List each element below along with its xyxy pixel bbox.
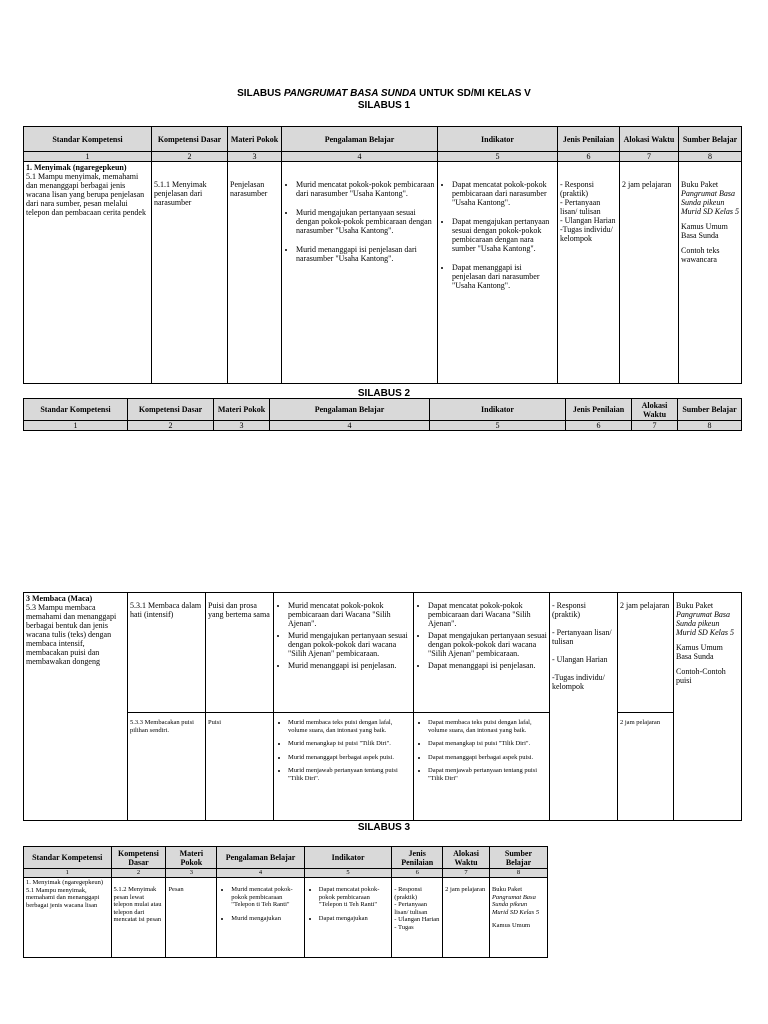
list-item: • Dapat mencatat pokok-pokok pembicaraan dari Wacana "Silih Ajenan". — [428, 601, 547, 628]
title-part-a: SILABUS — [237, 88, 284, 99]
table-row — [24, 878, 548, 958]
header-cell: Kompetensi Dasar — [128, 399, 214, 421]
kompetensi-dasar-cell: 5.3.3 Membacakan puisi pilihan sendiri. — [128, 713, 206, 821]
title-part-b: PANGRUMAT BASA SUNDA — [283, 88, 417, 99]
header-cell: Indikator — [430, 399, 566, 421]
number-cell: 6 — [558, 152, 620, 162]
header-cell: Indikator — [304, 847, 392, 869]
list-item: • Dapat menangkap isi puisi "Tilik Diri". — [428, 740, 547, 748]
number-cell: 2 — [111, 869, 166, 878]
sumber-book-title: Pangrumat Basa Sunda pikeun Murid SD Kelas 5 — [681, 189, 739, 216]
list-item: • Dapat menanggapi berbagai aspek puisi. — [428, 754, 547, 762]
sumber-text: Contoh teks wawancara — [681, 246, 720, 264]
header-cell: Kompetensi Dasar — [152, 127, 228, 152]
standar-kompetensi-cell — [24, 878, 112, 958]
number-cell: 4 — [217, 869, 305, 878]
header-cell: Pengalaman Belajar — [270, 399, 430, 421]
list-item: • Dapat mencatat pokok-pokok pembicaraan "Telepon ti Teh Ranti" — [319, 886, 390, 909]
header-cell: Materi Pokok — [228, 127, 282, 152]
materi-pokok-cell: Penjelasan narasumber — [228, 162, 282, 384]
indikator-cell — [414, 713, 550, 821]
number-cell: 5 — [430, 421, 566, 431]
number-row — [24, 421, 742, 431]
number-cell: 1 — [24, 421, 128, 431]
header-cell: Pengalaman Belajar — [217, 847, 305, 869]
title-part-c: UNTUK SD/MI KELAS V — [416, 88, 531, 99]
list-item: • Murid mengajukan pertanyaan sesuai dengan pokok-pokok pembicaraan dengan narasumber "Usaha Kantong". — [296, 208, 435, 235]
number-cell: 5 — [438, 152, 558, 162]
sumber-text: Buku Paket — [491, 886, 523, 893]
sumber-text: Buku Paket — [681, 180, 719, 189]
standar-kompetensi-cell — [24, 593, 128, 821]
list-item: • Dapat menjawab pertanyaan tentang puisi "Tilik Diri" — [428, 767, 547, 782]
silabus-2-table — [23, 592, 742, 821]
alokasi-waktu-cell: 2 jam pelajaran — [618, 713, 674, 821]
header-cell: Sumber Belajar — [489, 847, 547, 869]
table-row — [24, 162, 742, 384]
number-row — [24, 152, 742, 162]
header-cell: Jenis Penilaian — [392, 847, 443, 869]
list-item: • Dapat mengajukan pertanyaan sesuai dengan pokok-pokok pembicaraan dengan nara sumber "Usaha Kantong". — [452, 217, 555, 253]
table-row — [24, 713, 742, 821]
silabus-2-header-table — [23, 398, 742, 431]
alokasi-waktu-cell: 2 jam pelajaran — [618, 593, 674, 713]
kompetensi-dasar-cell: 5.1.1 Menyimak penjelasan dari narasumber — [152, 162, 228, 384]
number-cell: 2 — [152, 152, 228, 162]
number-cell: 2 — [128, 421, 214, 431]
number-cell: 6 — [392, 869, 443, 878]
kompetensi-dasar-cell: 5.1.2 Menyimak pesan lewat telepon mulai atau telepon dari mencatat isi pesan — [111, 878, 166, 958]
sk-title: 1. Menyimak (ngaregepkeun) — [26, 163, 127, 172]
number-cell: 7 — [443, 869, 490, 878]
pengalaman-belajar-cell — [282, 162, 438, 384]
sumber-belajar-cell — [674, 593, 742, 821]
silabus-3-table — [23, 846, 548, 958]
list-item: • Murid mengajukan pertanyaan sesuai dengan pokok-pokok dari wacana "Silih Ajenan" pembicaraan. — [288, 631, 411, 658]
sk-title: 3 Membaca (Maca) — [26, 594, 93, 603]
list-item: • Murid mengajukan — [231, 915, 302, 923]
materi-pokok-cell: Puisi dan prosa yang bertema sama — [206, 593, 274, 713]
indikator-cell — [438, 162, 558, 384]
list-item: • Murid menanggapi isi penjelasan. — [288, 661, 411, 670]
number-cell: 3 — [214, 421, 270, 431]
header-cell: Indikator — [438, 127, 558, 152]
list-item: • Murid menjawab pertanyaan tentang puisi "Tilik Diri". — [288, 767, 411, 782]
header-cell: Pengalaman Belajar — [282, 127, 438, 152]
number-cell: 1 — [24, 152, 152, 162]
sumber-text: Buku Paket — [676, 601, 714, 610]
materi-pokok-cell: Puisi — [206, 713, 274, 821]
indikator-cell — [414, 593, 550, 713]
jenis-penilaian-cell: - Responsi (praktik) - Pertanyaan lisan/ tulisan - Ulangan Harian - Tugas — [392, 878, 443, 958]
jenis-penilaian-cell: - Responsi (praktik) - Pertanyaan lisan/ tulisan - Ulangan Harian -Tugas individu/ kelompok — [550, 593, 618, 821]
list-item: • Dapat mengajukan pertanyaan sesuai dengan pokok-pokok dari wacana "Silih Ajenan" pembicaraan. — [428, 631, 547, 658]
pengalaman-belajar-cell — [217, 878, 305, 958]
jenis-penilaian-cell: - Responsi (praktik) - Pertanyaan lisan/ tulisan - Ulangan Harian -Tugas individu/ kelompok — [558, 162, 620, 384]
sumber-belajar-cell — [489, 878, 547, 958]
alokasi-waktu-cell: 2 jam pelajaran — [620, 162, 679, 384]
header-cell: Sumber Belajar — [679, 127, 742, 152]
table-header-row — [24, 399, 742, 421]
number-cell: 1 — [24, 869, 112, 878]
number-cell: 6 — [566, 421, 632, 431]
sk-body: 5.3 Mampu membaca memahami dan menanggapi berbagai bentuk dan jenis wacana tulis (teks) dengan membaca intensif, membacakan puisi dan membawakan dongeng — [26, 603, 117, 666]
list-item: • Dapat membaca teks puisi dengan lafal, volume suara, dan intonasi yang baik. — [428, 719, 547, 734]
sumber-book-title: Pangrumat Basa Sunda pikeun Murid SD Kelas 5 — [491, 893, 540, 916]
header-cell: Jenis Penilaian — [566, 399, 632, 421]
indikator-cell — [304, 878, 392, 958]
number-cell: 3 — [228, 152, 282, 162]
sk-body: 5.1 Mampu menyimak, memahami dan menanggapi berbagai jenis wacana lisan yang berupa penjelasan dari nara sumber, pesan melalui telepon dan pembacaan cerita pendek — [26, 172, 146, 217]
pengalaman-belajar-cell — [274, 713, 414, 821]
sk-title: 1. Menyimak (ngaregepkeun) — [26, 879, 104, 886]
header-cell: Alokasi Waktu — [620, 127, 679, 152]
sumber-text: Kamus Umum Basa Sunda — [676, 643, 723, 661]
pengalaman-belajar-cell — [274, 593, 414, 713]
header-cell: Kompetensi Dasar — [111, 847, 166, 869]
number-row — [24, 869, 548, 878]
number-cell: 5 — [304, 869, 392, 878]
header-cell: Standar Kompetensi — [24, 127, 152, 152]
sumber-text: Contoh-Contoh puisi — [676, 667, 726, 685]
sumber-text: Kamus Umum — [491, 922, 531, 929]
table-header-row — [24, 847, 548, 869]
number-cell: 3 — [166, 869, 217, 878]
list-item: • Murid membaca teks puisi dengan lafal, volume suara, dan intonasi yang baik. — [288, 719, 411, 734]
number-cell: 7 — [632, 421, 678, 431]
silabus-3-heading: SILABUS 3 — [357, 822, 411, 833]
sk-body: 5.1 Mampu menyimak, memahami dan menanggapi berbagai jenis wacana lisan — [26, 886, 100, 909]
list-item: • Murid mencatat pokok-pokok pembicaraan dari narasumber "Usaha Kantong". — [296, 180, 435, 198]
header-cell: Materi Pokok — [166, 847, 217, 869]
sumber-text: Kamus Umum Basa Sunda — [681, 222, 728, 240]
list-item: • Dapat mengajukan — [319, 915, 390, 923]
silabus-1-table — [23, 126, 742, 384]
alokasi-waktu-cell: 2 jam pelajaran — [443, 878, 490, 958]
header-cell: Alokasi Waktu — [443, 847, 490, 869]
silabus-2-heading: SILABUS 2 — [357, 388, 411, 399]
header-cell: Sumber Belajar — [678, 399, 742, 421]
materi-pokok-cell: Pesan — [166, 878, 217, 958]
header-cell: Jenis Penilaian — [558, 127, 620, 152]
table-row — [24, 593, 742, 713]
table-header-row — [24, 127, 742, 152]
number-cell: 4 — [270, 421, 430, 431]
list-item: • Murid menangkap isi puisi "Tilik Diri". — [288, 740, 411, 748]
sumber-belajar-cell — [679, 162, 742, 384]
number-cell: 7 — [620, 152, 679, 162]
list-item: • Murid menanggapi isi penjelasan dari narasumber "Usaha Kantong". — [296, 245, 435, 263]
list-item: • Dapat menanggapi isi penjelasan dari narasumber "Usaha Kantong". — [452, 263, 555, 290]
header-cell: Standar Kompetensi — [24, 847, 112, 869]
kompetensi-dasar-cell: 5.3.1 Membaca dalam hati (intensif) — [128, 593, 206, 713]
standar-kompetensi-cell — [24, 162, 152, 384]
header-cell: Alokasi Waktu — [632, 399, 678, 421]
number-cell: 4 — [282, 152, 438, 162]
list-item: • Murid mencatat pokok-pokok pembicaraan dari Wacana "Silih Ajenan". — [288, 601, 411, 628]
number-cell: 8 — [489, 869, 547, 878]
list-item: • Murid mencatat pokok-pokok pembicaraan "Telepon ti Teh Ranti" — [231, 886, 302, 909]
number-cell: 8 — [679, 152, 742, 162]
list-item: • Murid menanggapi berbagai aspek puisi. — [288, 754, 411, 762]
number-cell: 8 — [678, 421, 742, 431]
document-title — [0, 88, 768, 100]
sumber-book-title: Pangrumat Basa Sunda pikeun Murid SD Kelas 5 — [676, 610, 734, 637]
list-item: • Dapat mencatat pokok-pokok pembicaraan dari narasumber "Usaha Kantong". — [452, 180, 555, 207]
header-cell: Standar Kompetensi — [24, 399, 128, 421]
header-cell: Materi Pokok — [214, 399, 270, 421]
list-item: • Dapat menanggapi isi penjelasan. — [428, 661, 547, 670]
silabus-1-heading: SILABUS 1 — [357, 100, 411, 111]
